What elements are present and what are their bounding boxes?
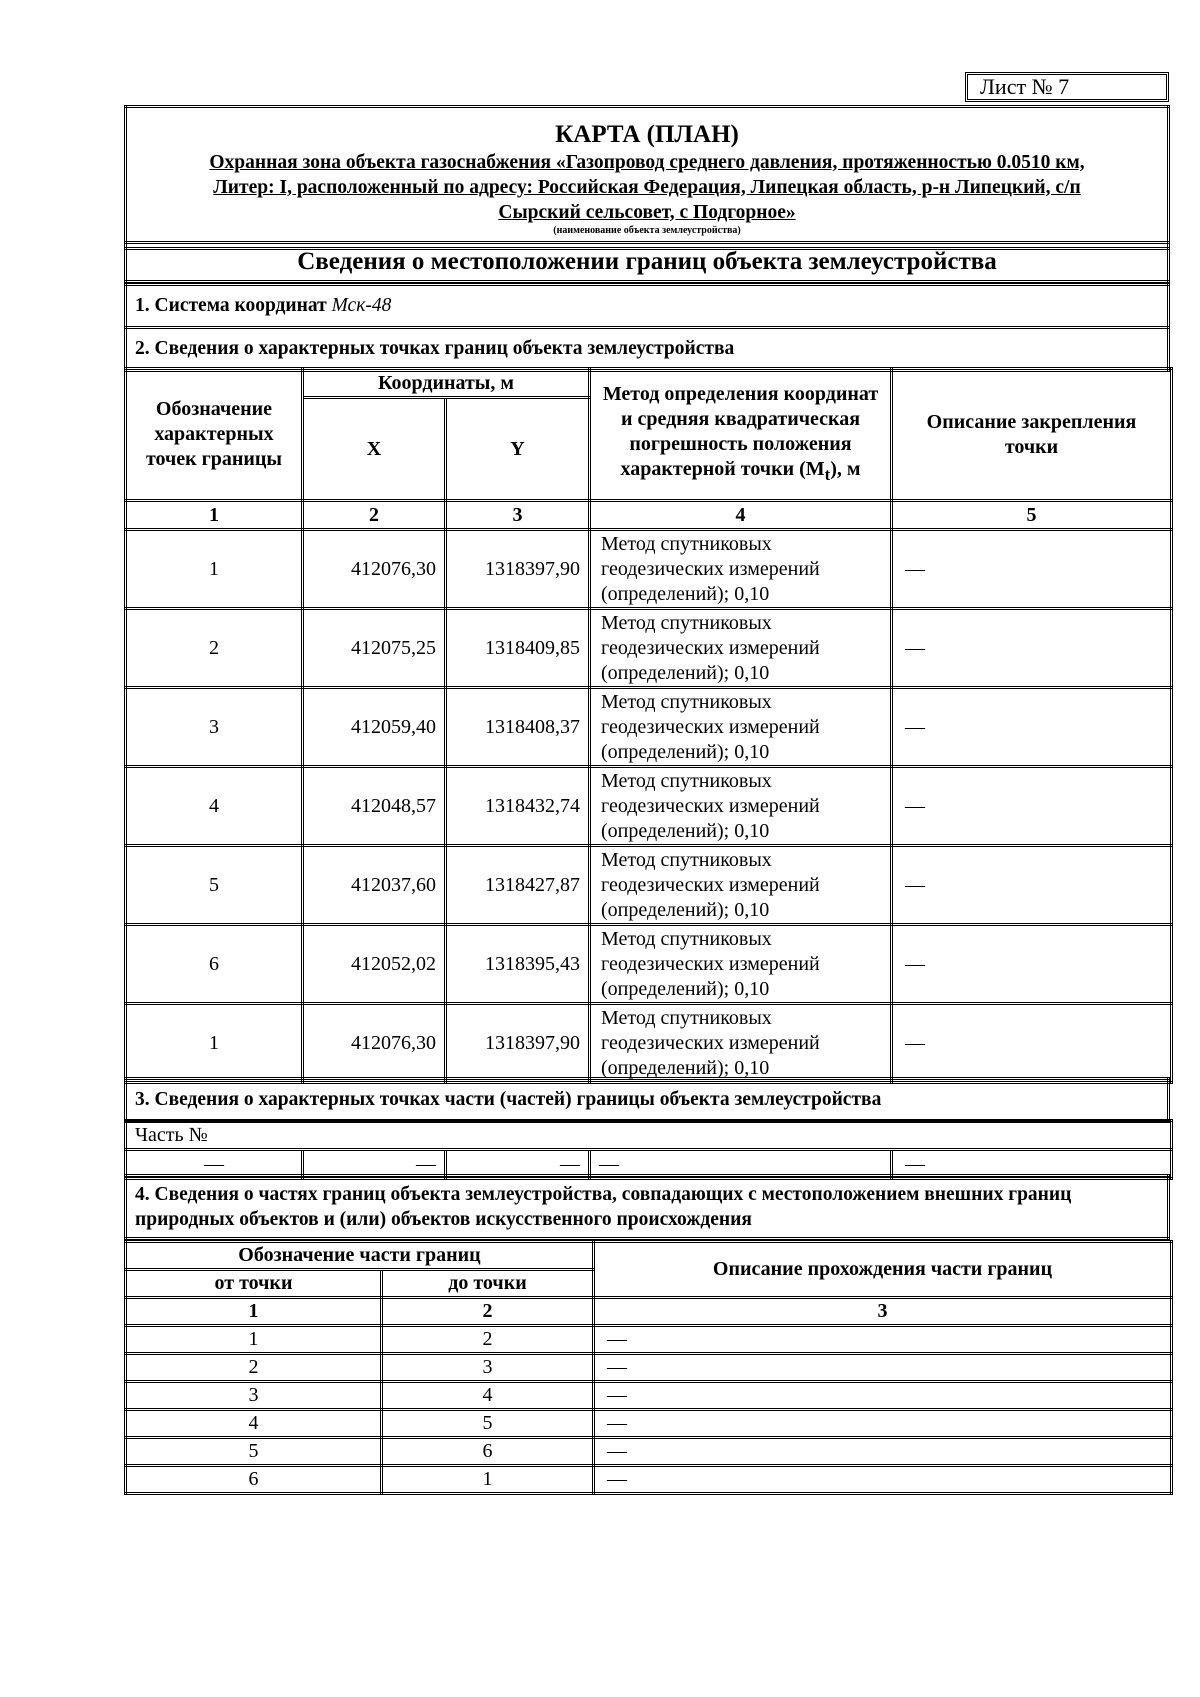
header-coordinates: Координаты, м xyxy=(303,369,590,398)
point-fixing: — xyxy=(892,846,1172,925)
boundary-row xyxy=(126,1382,1172,1410)
point-fixing: — xyxy=(892,767,1172,846)
boundary-description: — xyxy=(594,1410,1172,1438)
point-row xyxy=(126,846,1172,925)
parts-table xyxy=(124,1119,1173,1180)
boundary-description: — xyxy=(594,1466,1172,1494)
point-x: 412075,25 xyxy=(303,609,446,688)
point-id: 6 xyxy=(126,925,303,1004)
section-2-label: 2. Сведения о характерных точках границ объекта землеустройства xyxy=(126,328,1169,371)
point-y: 1318397,90 xyxy=(446,1004,590,1083)
point-row xyxy=(126,688,1172,767)
point-x: 412059,40 xyxy=(303,688,446,767)
point-y: 1318432,74 xyxy=(446,767,590,846)
point-method: Метод спутниковых геодезических измерений (определений); 0,10 xyxy=(590,530,892,609)
boundary-to: 6 xyxy=(382,1438,594,1466)
section-heading xyxy=(124,241,1170,283)
point-method: Метод спутниковых геодезических измерений (определений); 0,10 xyxy=(590,688,892,767)
point-row xyxy=(126,925,1172,1004)
point-id: 5 xyxy=(126,846,303,925)
point-row xyxy=(126,767,1172,846)
boundary-parts-table xyxy=(124,1240,1173,1495)
section-3-label: 3. Сведения о характерных точках части (частей) границы объекта землеустройства xyxy=(126,1079,1169,1122)
header-fixing: Описание закрепления точки xyxy=(892,369,1172,501)
boundary-row xyxy=(126,1410,1172,1438)
object-name-line-1: Охранная зона объекта газоснабжения «Газопровод среднего давления, протяженностью 0.0510 км, xyxy=(209,151,1085,173)
point-id: 3 xyxy=(126,688,303,767)
point-row xyxy=(126,530,1172,609)
point-id: 4 xyxy=(126,767,303,846)
point-y: 1318397,90 xyxy=(446,530,590,609)
boundary-column-numbers-row: 1 2 3 xyxy=(126,1298,1172,1326)
boundary-description: — xyxy=(594,1326,1172,1354)
section-3-header xyxy=(124,1077,1170,1123)
point-method: Метод спутниковых геодезических измерений (определений); 0,10 xyxy=(590,925,892,1004)
point-x: 412076,30 xyxy=(303,1004,446,1083)
point-x: 412037,60 xyxy=(303,846,446,925)
point-fixing: — xyxy=(892,530,1172,609)
header-x: X xyxy=(303,398,446,501)
boundary-description: — xyxy=(594,1438,1172,1466)
boundary-from: 2 xyxy=(126,1354,382,1382)
boundary-description: — xyxy=(594,1382,1172,1410)
point-id: 1 xyxy=(126,530,303,609)
point-fixing: — xyxy=(892,688,1172,767)
section-heading-text: Сведения о местоположении границ объекта землеустройства xyxy=(126,243,1169,282)
boundary-to: 1 xyxy=(382,1466,594,1494)
header-to-point: до точки xyxy=(382,1270,594,1298)
boundary-to: 3 xyxy=(382,1354,594,1382)
point-x: 412048,57 xyxy=(303,767,446,846)
section-4-label: 4. Сведения о частях границ объекта землеустройства, совпадающих с местоположением внешних границ природных объектов и (или) объектов искусственного происхождения xyxy=(126,1176,1169,1239)
boundary-row xyxy=(126,1326,1172,1354)
boundary-row xyxy=(126,1438,1172,1466)
boundary-to: 4 xyxy=(382,1382,594,1410)
boundary-row xyxy=(126,1354,1172,1382)
point-method: Метод спутниковых геодезических измерений (определений); 0,10 xyxy=(590,846,892,925)
boundary-to: 5 xyxy=(382,1410,594,1438)
point-method: Метод спутниковых геодезических измерений (определений); 0,10 xyxy=(590,609,892,688)
header-method: Метод определения координат и средняя квадратическая погрешность положения характерной точки $(M_t)$, м xyxy=(590,369,892,501)
boundary-to: 2 xyxy=(382,1326,594,1354)
boundary-from: 5 xyxy=(126,1438,382,1466)
section-4-header xyxy=(124,1174,1170,1240)
point-x: 412052,02 xyxy=(303,925,446,1004)
part-number-label: Часть № xyxy=(126,1121,1172,1150)
boundary-from: 3 xyxy=(126,1382,382,1410)
point-row xyxy=(126,1004,1172,1083)
coordinate-system-label: 1. Система координат xyxy=(135,295,327,316)
coordinate-system-value: Мск-48 xyxy=(331,295,392,316)
point-fixing: — xyxy=(892,925,1172,1004)
header-from-point: от точки xyxy=(126,1270,382,1298)
column-numbers-row: 1 2 3 4 5 xyxy=(126,501,1172,530)
point-x: 412076,30 xyxy=(303,530,446,609)
section-2-header xyxy=(124,326,1170,372)
point-id: 1 xyxy=(126,1004,303,1083)
point-y: 1318427,87 xyxy=(446,846,590,925)
title-block xyxy=(124,105,1170,250)
boundary-description: — xyxy=(594,1354,1172,1382)
header-designation: Обозначение характерных точек границы xyxy=(126,369,303,501)
point-id: 2 xyxy=(126,609,303,688)
point-method: Метод спутниковых геодезических измерений (определений); 0,10 xyxy=(590,767,892,846)
boundary-from: 4 xyxy=(126,1410,382,1438)
point-fixing: — xyxy=(892,1004,1172,1083)
point-y: 1318408,37 xyxy=(446,688,590,767)
object-name-hint: (наименование объекта землеустройства) xyxy=(553,224,741,236)
object-name-line-2: Литер: I, расположенный по адресу: Российская Федерация, Липецкая область, р-н Липецкий, с/п xyxy=(213,176,1081,198)
header-part-designation: Обозначение части границ xyxy=(126,1242,594,1270)
point-fixing: — xyxy=(892,609,1172,688)
point-method: Метод спутниковых геодезических измерений (определений); 0,10 xyxy=(590,1004,892,1083)
boundary-row xyxy=(126,1466,1172,1494)
map-title: КАРТА (ПЛАН) xyxy=(555,120,739,148)
section-1 xyxy=(124,283,1170,329)
point-y: 1318395,43 xyxy=(446,925,590,1004)
object-name-line-3: Сырский сельсовет, с Подгорное» xyxy=(498,201,796,223)
header-part-description: Описание прохождения части границ xyxy=(594,1242,1172,1298)
header-y: Y xyxy=(446,398,590,501)
points-table xyxy=(124,367,1173,1084)
sheet-number: Лист № 7 xyxy=(965,72,1169,102)
boundary-from: 1 xyxy=(126,1326,382,1354)
point-row xyxy=(126,609,1172,688)
point-y: 1318409,85 xyxy=(446,609,590,688)
boundary-from: 6 xyxy=(126,1466,382,1494)
parts-empty-row: — — — — — xyxy=(126,1150,1172,1179)
